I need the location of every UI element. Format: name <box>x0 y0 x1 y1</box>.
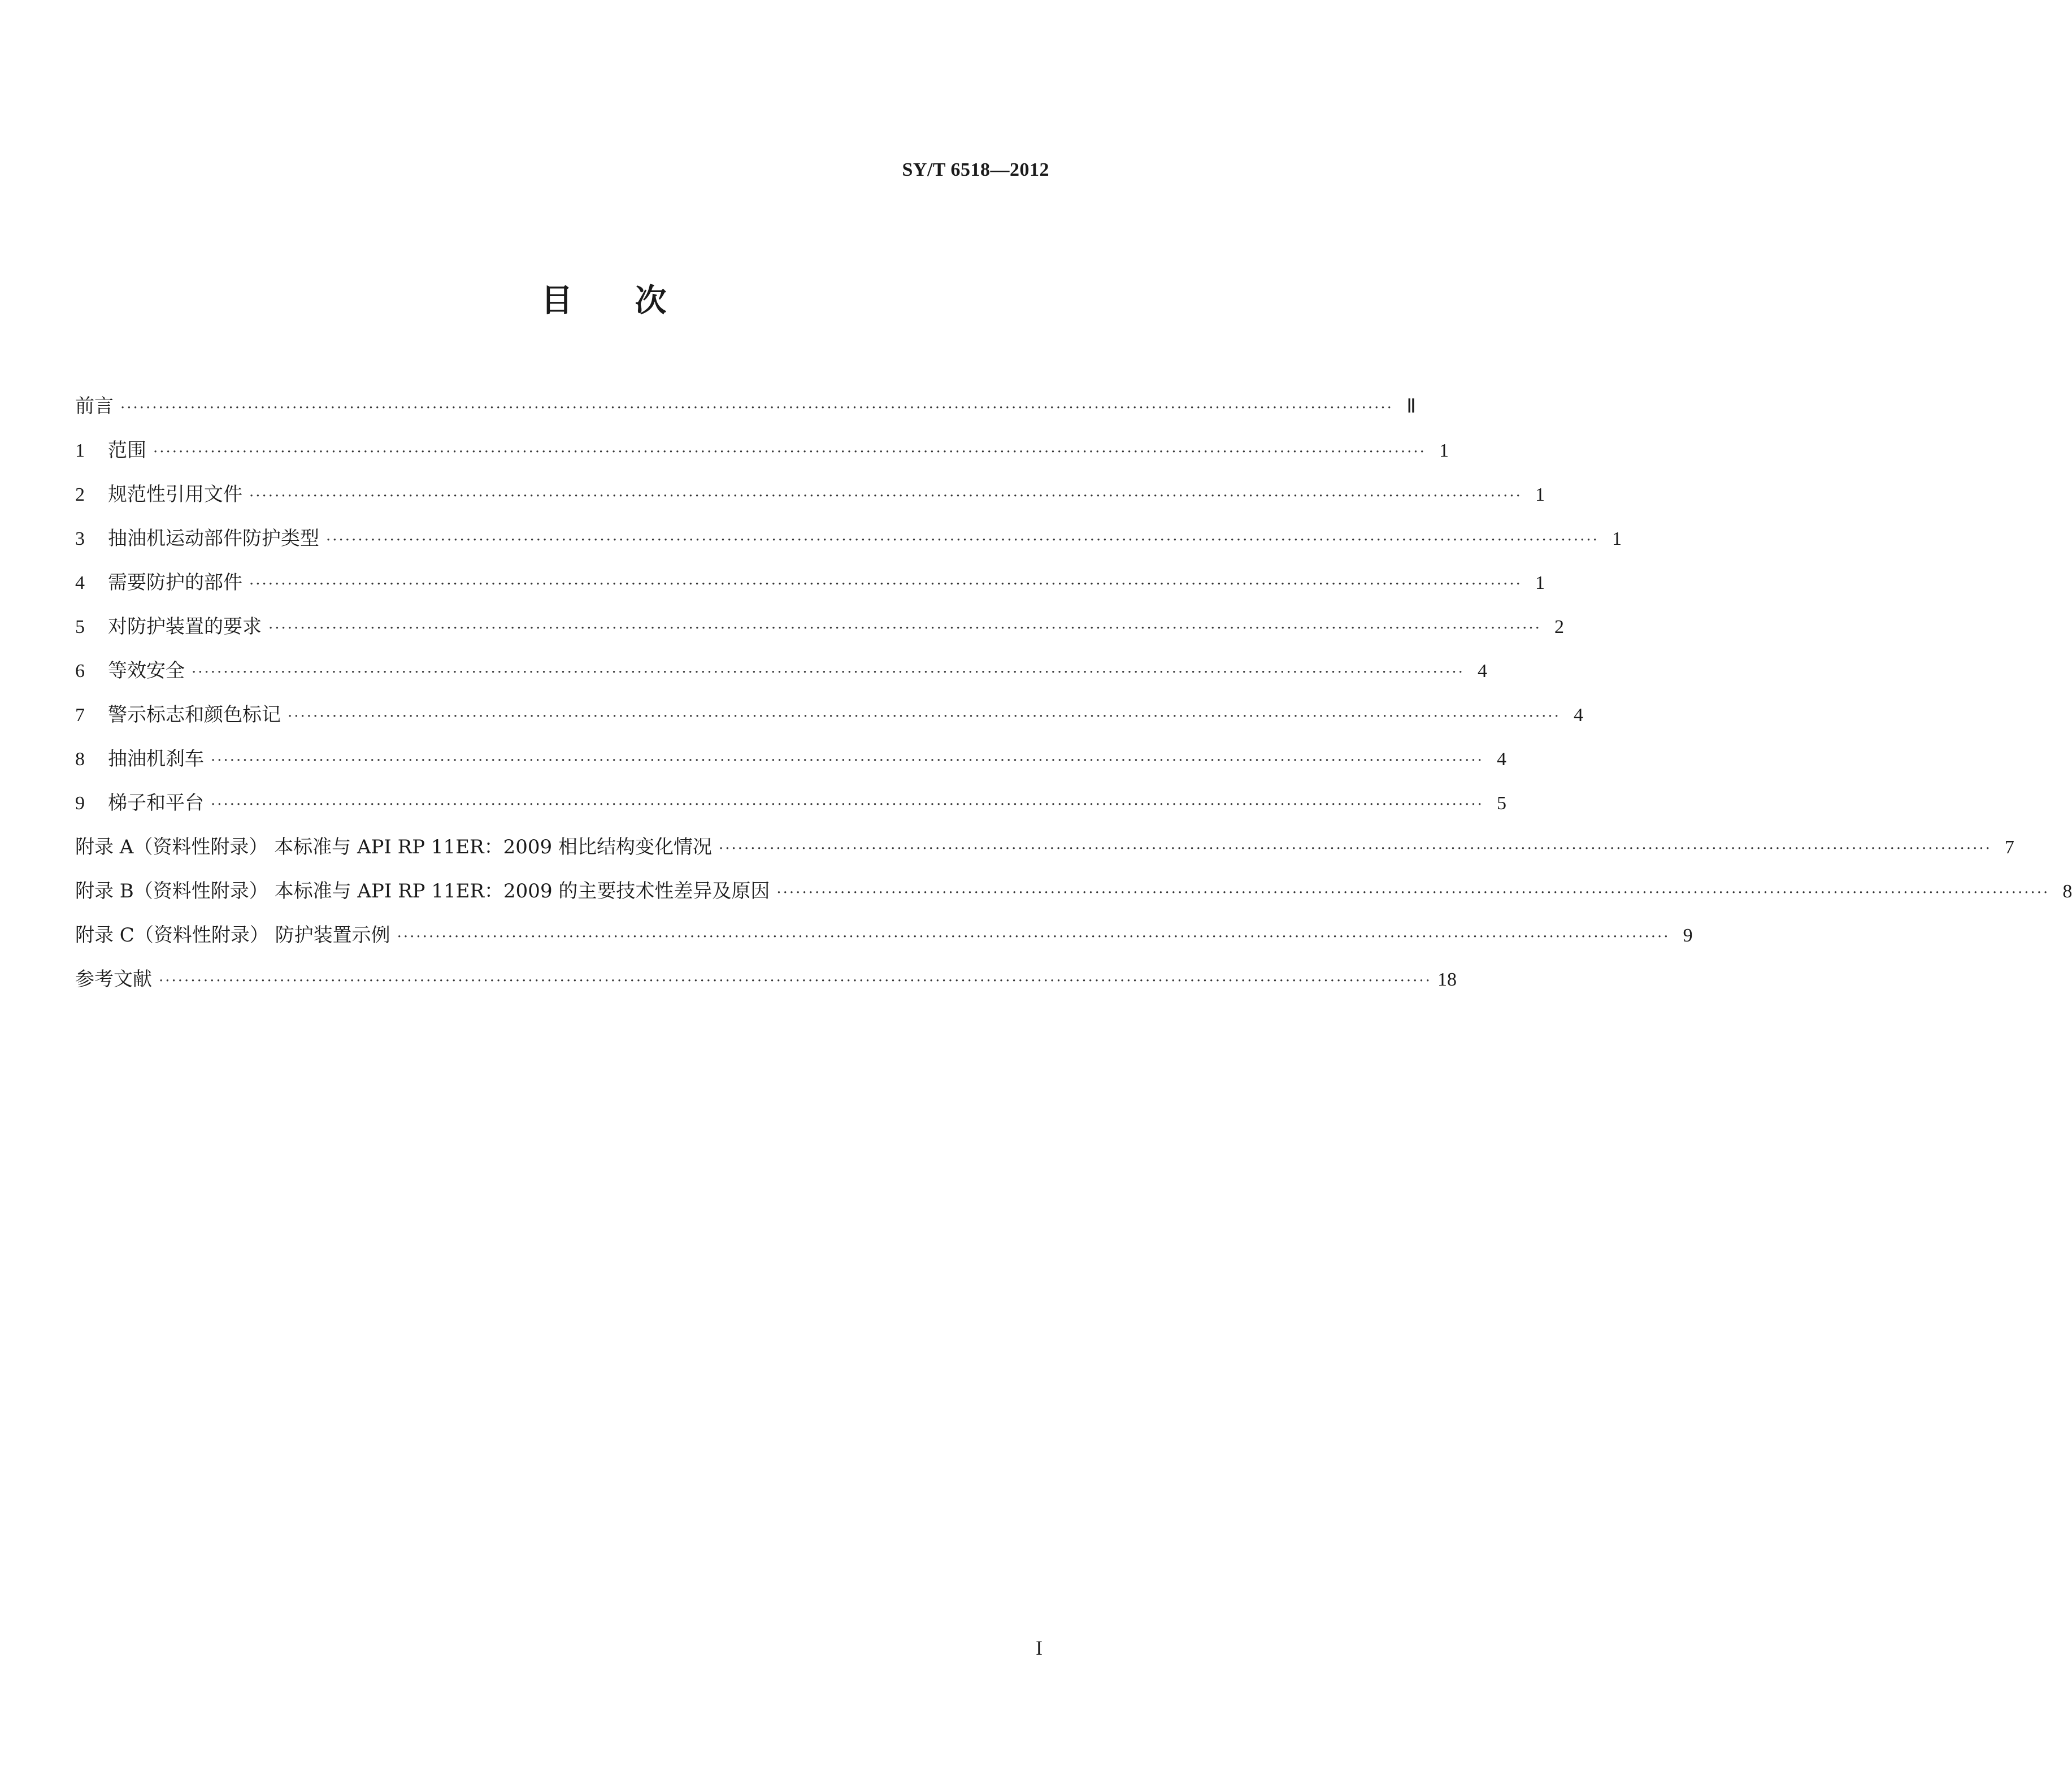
toc-entry-number: 4 <box>75 572 85 593</box>
toc-entry-page: 4 <box>1496 749 1506 770</box>
toc-entry-label: 附录 C（资料性附录） 防护装置示例 <box>75 924 390 947</box>
toc-entry-label: 警示标志和颜色标记 <box>108 704 281 726</box>
toc-entry-label: 范围 <box>108 439 146 462</box>
toc-leader-dots: ········································································································································································································ <box>211 752 1484 769</box>
page-number: I <box>1036 1637 1042 1659</box>
toc-leader-dots: ········································································································································································································ <box>326 532 1599 549</box>
toc-entry-number: 1 <box>75 440 85 461</box>
toc-entry[interactable] <box>75 869 2072 913</box>
toc-entry-page: 8 <box>2062 881 2072 902</box>
toc-leader-dots: ········································································································································································································ <box>153 444 1426 461</box>
toc-entry-page: 9 <box>1683 925 1693 946</box>
toc-entry-page: 18 <box>1437 969 1457 990</box>
toc-entry-page: Ⅱ <box>1406 396 1416 417</box>
page-title: 目次 <box>541 283 729 319</box>
toc-entry[interactable] <box>75 561 1545 605</box>
toc-entry-number: 6 <box>75 661 85 682</box>
toc-entry-page: 7 <box>2004 837 2014 858</box>
toc-entry-label: 规范性引用文件 <box>108 483 242 506</box>
toc-entry-number: 9 <box>75 793 85 814</box>
toc-entry-number: 3 <box>75 528 85 549</box>
toc-leader-dots: ········································································································································································································ <box>397 928 1670 945</box>
toc-entry-page: 1 <box>1611 528 1622 549</box>
toc-entry-label: 需要防护的部件 <box>108 571 242 594</box>
toc-entry-page: 4 <box>1573 705 1583 726</box>
toc-entry[interactable] <box>75 913 1693 957</box>
toc-entry-number: 8 <box>75 749 85 770</box>
toc-entry[interactable] <box>75 737 1506 781</box>
toc-entry[interactable] <box>75 428 1449 472</box>
toc-entry-page: 4 <box>1477 661 1487 682</box>
toc-leader-dots: ········································································································································································································ <box>249 576 1522 593</box>
toc-entry-page: 5 <box>1496 793 1506 814</box>
toc-entry-page: 2 <box>1554 617 1564 637</box>
toc-entry[interactable] <box>75 472 1545 517</box>
toc-entry-label: 附录 A（资料性附录） 本标准与 API RP 11ER：2009 相比结构变化情况 <box>75 836 712 858</box>
table-of-contents <box>75 384 2072 1001</box>
toc-leader-dots: ········································································································································································································ <box>268 620 1541 637</box>
toc-entry-label: 等效安全 <box>108 659 185 682</box>
toc-leader-dots: ········································································································································································································ <box>249 488 1522 505</box>
toc-entry[interactable] <box>75 693 1583 737</box>
toc-entry[interactable] <box>75 605 1564 649</box>
toc-entry-page: 1 <box>1439 440 1449 461</box>
toc-entry-page: 1 <box>1535 484 1545 505</box>
toc-leader-dots: ········································································································································································································ <box>159 973 1432 990</box>
toc-entry[interactable] <box>75 957 1457 1001</box>
toc-entry-label: 前言 <box>75 395 114 418</box>
toc-entry-number: 5 <box>75 617 85 637</box>
toc-entry-label: 附录 B（资料性附录） 本标准与 API RP 11ER：2009 的主要技术性差异及原因 <box>75 880 770 902</box>
toc-entry[interactable] <box>75 649 1487 693</box>
toc-entry-number: 2 <box>75 484 85 505</box>
toc-leader-dots: ········································································································································································································ <box>211 796 1484 813</box>
toc-entry-label: 对防护装置的要求 <box>108 615 262 638</box>
toc-leader-dots: ········································································································································································································ <box>288 708 1561 725</box>
toc-entry-label: 梯子和平台 <box>108 792 204 814</box>
toc-leader-dots: ········································································································································································································ <box>718 840 1992 857</box>
toc-entry[interactable] <box>75 825 2014 869</box>
toc-entry-number: 7 <box>75 705 85 726</box>
standard-number: SY/T 6518—2012 <box>902 159 1049 180</box>
toc-leader-dots: ········································································································································································································ <box>120 400 1393 416</box>
toc-entry-label: 参考文献 <box>75 968 152 991</box>
toc-entry-page: 1 <box>1535 572 1545 593</box>
toc-entry[interactable] <box>75 781 1506 825</box>
toc-entry-label: 抽油机运动部件防护类型 <box>108 527 319 550</box>
toc-leader-dots: ········································································································································································································ <box>192 664 1465 681</box>
toc-entry-label: 抽油机刹车 <box>108 748 204 770</box>
toc-entry[interactable] <box>75 384 1416 428</box>
toc-entry[interactable] <box>75 517 1622 561</box>
toc-leader-dots: ········································································································································································································ <box>776 884 2050 901</box>
